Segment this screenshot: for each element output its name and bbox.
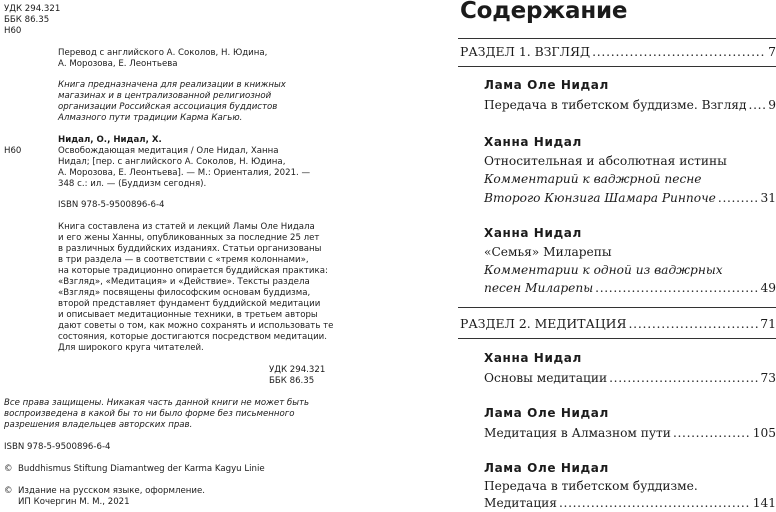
section-1-label: РАЗДЕЛ 1. ВЗГЛЯД bbox=[460, 44, 591, 59]
imprint-page bbox=[0, 0, 372, 512]
intro-line-1: Книга предназначена для реализации в книжных bbox=[58, 80, 286, 90]
dot-leader bbox=[592, 44, 766, 59]
isbn-bottom: ISBN 978-5-9500896-6-4 bbox=[4, 442, 111, 452]
entry-6-title-2: Медитация bbox=[484, 496, 557, 510]
copyright-icon-2: © bbox=[4, 486, 13, 496]
entry-4 bbox=[484, 371, 776, 386]
author-sign: Н60 bbox=[4, 26, 22, 36]
entry-3-author: Ханна Нидал bbox=[484, 226, 582, 240]
copyright-icon: © bbox=[4, 464, 13, 474]
annotation-line-2: и его жены Ханны, опубликованных за последние 25 лет bbox=[58, 233, 320, 243]
annotation-line-4: в три раздела — в соответствии с «тремя колоннами», bbox=[58, 255, 309, 265]
bbk-code-bottom: ББК 86.35 bbox=[269, 376, 315, 386]
annotation-line-3: в различных буддийских изданиях. Статьи организованы bbox=[58, 244, 322, 254]
entry-2 bbox=[484, 191, 776, 206]
bib-code: Н60 bbox=[4, 146, 22, 156]
rights-line-1: Все права защищены. Никакая часть данной книги не может быть bbox=[4, 398, 310, 408]
copyright-line-2: Издание на русском языке, оформление. bbox=[18, 486, 205, 496]
entry-1-author: Лама Оле Нидал bbox=[484, 78, 609, 92]
entry-5-author: Лама Оле Нидал bbox=[484, 406, 609, 420]
entry-4-author: Ханна Нидал bbox=[484, 351, 582, 365]
dot-leader bbox=[673, 426, 751, 441]
isbn: ISBN 978-5-9500896-6-4 bbox=[58, 200, 165, 210]
annotation-line-7: «Взгляд» посвящены философским основам буддизма, bbox=[58, 288, 311, 298]
annotation-line-8: второй представляет фундамент буддийской медитации bbox=[58, 299, 321, 309]
rights-line-2: воспроизведена в какой бы то ни было форме без письменного bbox=[4, 409, 295, 419]
entry-5-page: 105 bbox=[752, 426, 776, 440]
section-1-page: 7 bbox=[768, 44, 776, 59]
toc-title: Содержание bbox=[460, 0, 628, 24]
dot-leader bbox=[609, 371, 758, 386]
entry-3-subtitle-2: песен Миларепы bbox=[484, 281, 594, 295]
entry-1-page: 9 bbox=[768, 98, 776, 112]
intro-line-4: Алмазного пути традиции Карма Кагью. bbox=[58, 113, 243, 123]
entry-3-page: 49 bbox=[760, 281, 776, 295]
entry-2-title: Относительная и абсолютная истины bbox=[484, 154, 727, 168]
annotation-line-11: состояния, которые достигаются посредством медитации. bbox=[58, 332, 327, 342]
translation-line-2: А. Морозова, Е. Леонтьева bbox=[58, 59, 178, 69]
entry-5 bbox=[484, 426, 776, 441]
entry-2-subtitle-2: Второго Кюнзига Шамара Ринпоче bbox=[484, 191, 716, 205]
entry-6 bbox=[484, 496, 776, 511]
annotation-line-1: Книга составлена из статей и лекций Ламы Оле Нидала bbox=[58, 222, 315, 232]
entry-1 bbox=[484, 98, 776, 113]
section-divider-top bbox=[458, 38, 776, 39]
entry-1-title: Передача в тибетском буддизме. Взгляд bbox=[484, 98, 747, 112]
dot-leader bbox=[628, 316, 758, 331]
entry-4-page: 73 bbox=[760, 371, 776, 385]
section-divider-bottom bbox=[458, 338, 776, 339]
dot-leader bbox=[718, 191, 759, 206]
entry-6-page: 141 bbox=[752, 496, 776, 510]
copyright-line-1: Buddhismus Stiftung Diamantweg der Karma Kagyu Linie bbox=[18, 464, 265, 474]
annotation-line-12: Для широкого круга читателей. bbox=[58, 343, 204, 353]
entry-4-title: Основы медитации bbox=[484, 371, 608, 385]
dot-leader bbox=[559, 496, 751, 511]
bib-line-1: Освобождающая медитация / Оле Нидал, Ханна bbox=[58, 146, 279, 156]
intro-line-3: организации Российская ассоциация буддистов bbox=[58, 102, 278, 112]
bib-line-2: Нидал; [пер. с английского А. Соколов, Н. Юдина, bbox=[58, 157, 286, 167]
bib-line-3: А. Морозова, Е. Леонтьева]. — М.: Ориенталия, 2021. — bbox=[58, 168, 311, 178]
rights-line-3: разрешения владельцев авторских прав. bbox=[4, 420, 193, 430]
entry-2-subtitle-1: Комментарий к ваджрной песне bbox=[484, 172, 702, 186]
translation-line-1: Перевод с английского А. Соколов, Н. Юдина, bbox=[58, 48, 268, 58]
entry-6-author: Лама Оле Нидал bbox=[484, 461, 609, 475]
udk-code-bottom: УДК 294.321 bbox=[269, 365, 326, 375]
section-divider-top bbox=[458, 307, 776, 308]
entry-2-page: 31 bbox=[760, 191, 776, 205]
copyright-line-3: ИП Кочергин М. М., 2021 bbox=[18, 497, 130, 507]
bib-author: Нидал, О., Нидал, Х. bbox=[58, 135, 162, 145]
dot-leader bbox=[595, 281, 758, 296]
entry-3-subtitle-1: Комментарии к одной из ваджрных bbox=[484, 263, 723, 277]
entry-6-title: Передача в тибетском буддизме. bbox=[484, 479, 698, 493]
annotation-line-10: дают советы о том, как можно сохранять и использовать те bbox=[58, 321, 334, 331]
dot-leader bbox=[749, 98, 767, 113]
toc-section-1 bbox=[460, 44, 776, 59]
entry-3 bbox=[484, 281, 776, 296]
toc-page bbox=[458, 0, 776, 512]
section-divider-bottom bbox=[458, 66, 776, 67]
annotation-line-6: «Взгляд», «Медитация» и «Действие». Тексты раздела bbox=[58, 277, 310, 287]
annotation-line-9: и описывает медитационные техники, в третьем авторы bbox=[58, 310, 318, 320]
bib-line-4: 348 с.: ил. — (Буддизм сегодня). bbox=[58, 179, 207, 189]
section-2-label: РАЗДЕЛ 2. МЕДИТАЦИЯ bbox=[460, 316, 627, 331]
udk-code: УДК 294.321 bbox=[4, 4, 61, 14]
annotation-line-5: на которые традиционно опирается буддийская практика: bbox=[58, 266, 328, 276]
entry-5-title: Медитация в Алмазном пути bbox=[484, 426, 671, 440]
section-2-page: 71 bbox=[760, 316, 776, 331]
entry-3-title: «Семья» Миларепы bbox=[484, 245, 612, 259]
bbk-code: ББК 86.35 bbox=[4, 15, 50, 25]
intro-line-2: магазинах и в централизованной религиозной bbox=[58, 91, 272, 101]
entry-2-author: Ханна Нидал bbox=[484, 135, 582, 149]
toc-section-2 bbox=[460, 316, 776, 331]
